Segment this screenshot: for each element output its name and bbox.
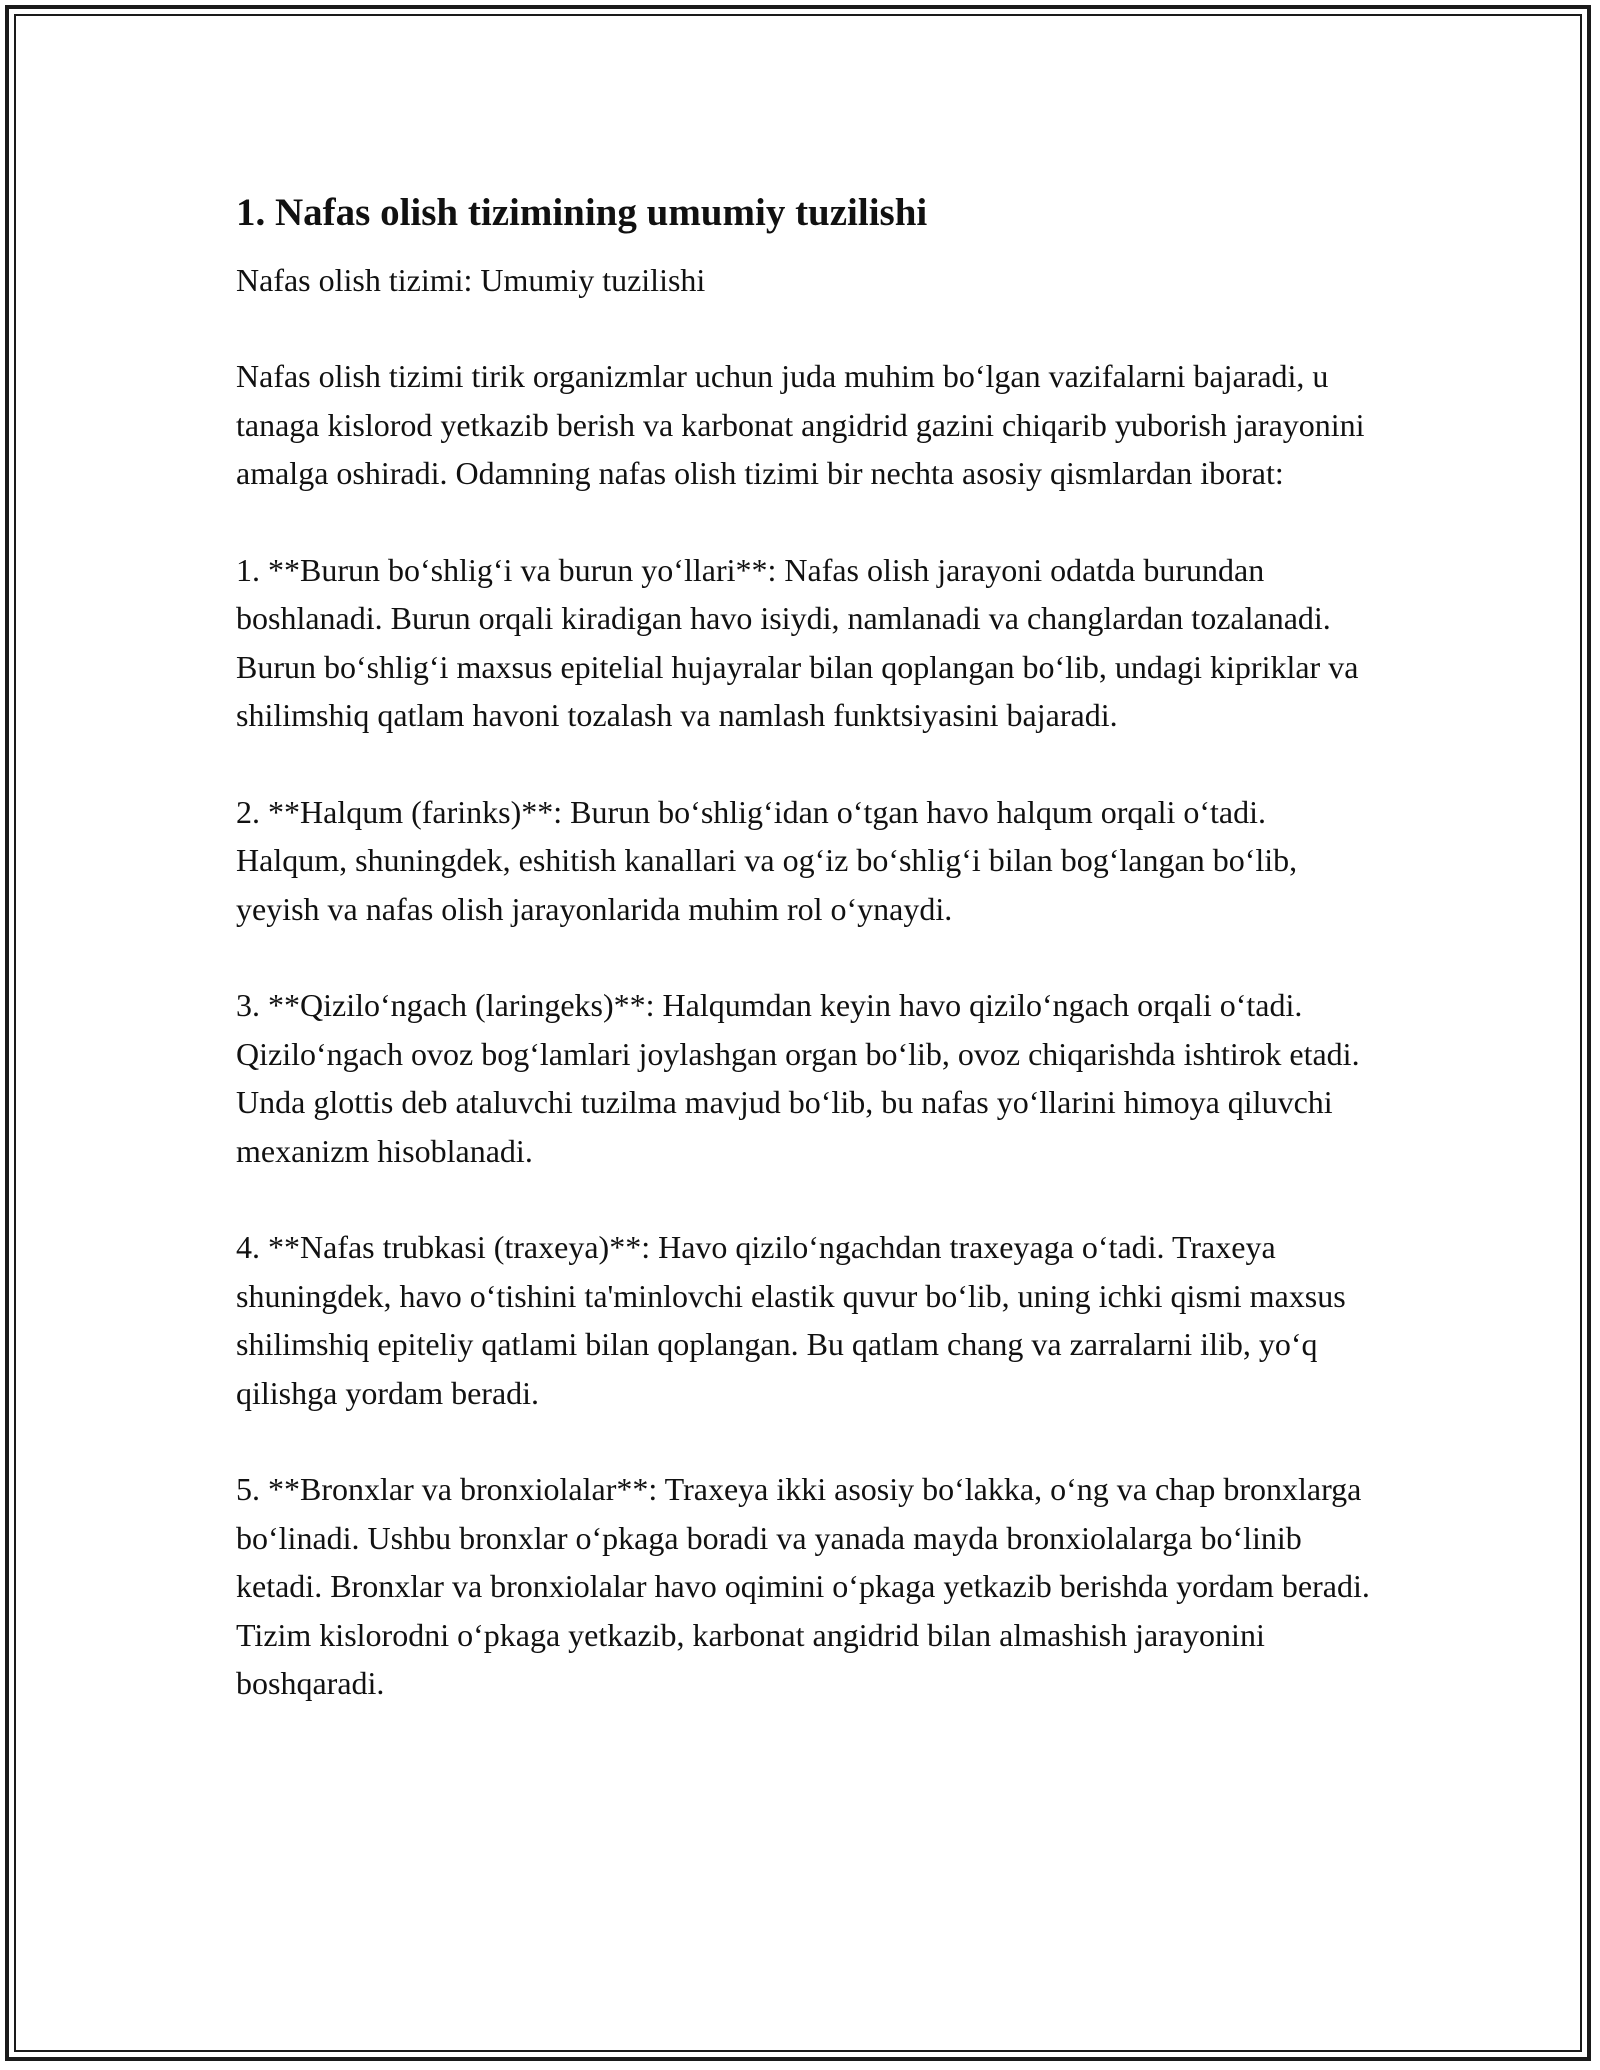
list-item-burun: 1. **Burun bo‘shlig‘i va burun yo‘llari**: Nafas olish jarayoni odatda burundan boshlanadi. Burun orqali kiradigan havo isiydi, namlanadi va changlardan tozalanadi. Burun bo‘shlig‘i maxsus epitelial hujayralar bilan qoplangan bo‘lib, undagi kipriklar va shilimshiq qatlam havoni tozalash va namlash funktsiyasini bajaradi. <box>236 551 1359 733</box>
list-item-halqum: 2. **Halqum (farinks)**: Burun bo‘shlig‘idan o‘tgan havo halqum orqali o‘tadi. Halqum, shuningdek, eshitish kanallari va og‘iz bo‘shlig‘i bilan bog‘langan bo‘lib, yeyish va nafas olish jarayonlarida muhim rol o‘ynaydi. <box>236 793 1298 927</box>
document-subtitle: Nafas olish tizimi: Umumiy tuzilishi <box>236 262 706 298</box>
document-title: 1. Nafas olish tizimining umumiy tuzilishi <box>236 191 928 234</box>
list-item-qiziloungach: 3. **Qizilo‘ngach (laringeks)**: Halqumdan keyin havo qizilo‘ngach orqali o‘tadi. Qizilo‘ngach ovoz bog‘lamlari joylashgan organ bo‘lib, ovoz chiqarishda ishtirok etadi. Unda glottis deb ataluvchi tuzilma mavjud bo‘lib, bu nafas yo‘llarini himoya qiluvchi mexanizm hisoblanadi. <box>236 987 1360 1169</box>
document-body <box>236 186 1376 1756</box>
list-item-traxeya: 4. **Nafas trubkasi (traxeya)**: Havo qizilo‘ngachdan traxeyaga o‘tadi. Traxeya shuningdek, havo o‘tishini ta'minlovchi elastik quvur bo‘lib, uning ichki qismi maxsus shilimshiq epiteliy qatlami bilan qoplangan. Bu qatlam chang va zarralarni ilib, yo‘q qilishga yordam beradi. <box>236 1229 1346 1411</box>
intro-paragraph: Nafas olish tizimi tirik organizmlar uchun juda muhim bo‘lgan vazifalarni bajaradi, u tanaga kislorod yetkazib berish va karbonat angidrid gazini chiqarib yuborish jarayonini amalga oshiradi. Odamning nafas olish tizimi bir nechta asosiy qismlardan iborat: <box>236 358 1365 491</box>
list-item-bronxlar: 5. **Bronxlar va bronxiolalar**: Traxeya ikki asosiy bo‘lakka, o‘ng va chap bronxlarga bo‘linadi. Ushbu bronxlar o‘pkaga boradi va yanada mayda bronxiolalarga bo‘linib ketadi. Bronxlar va bronxiolalar havo oqimini o‘pkaga yetkazib berishda yordam beradi. Tizim kislorodni o‘pkaga yetkazib, karbonat angidrid bilan almashish jarayonini boshqaradi. <box>236 1471 1370 1701</box>
